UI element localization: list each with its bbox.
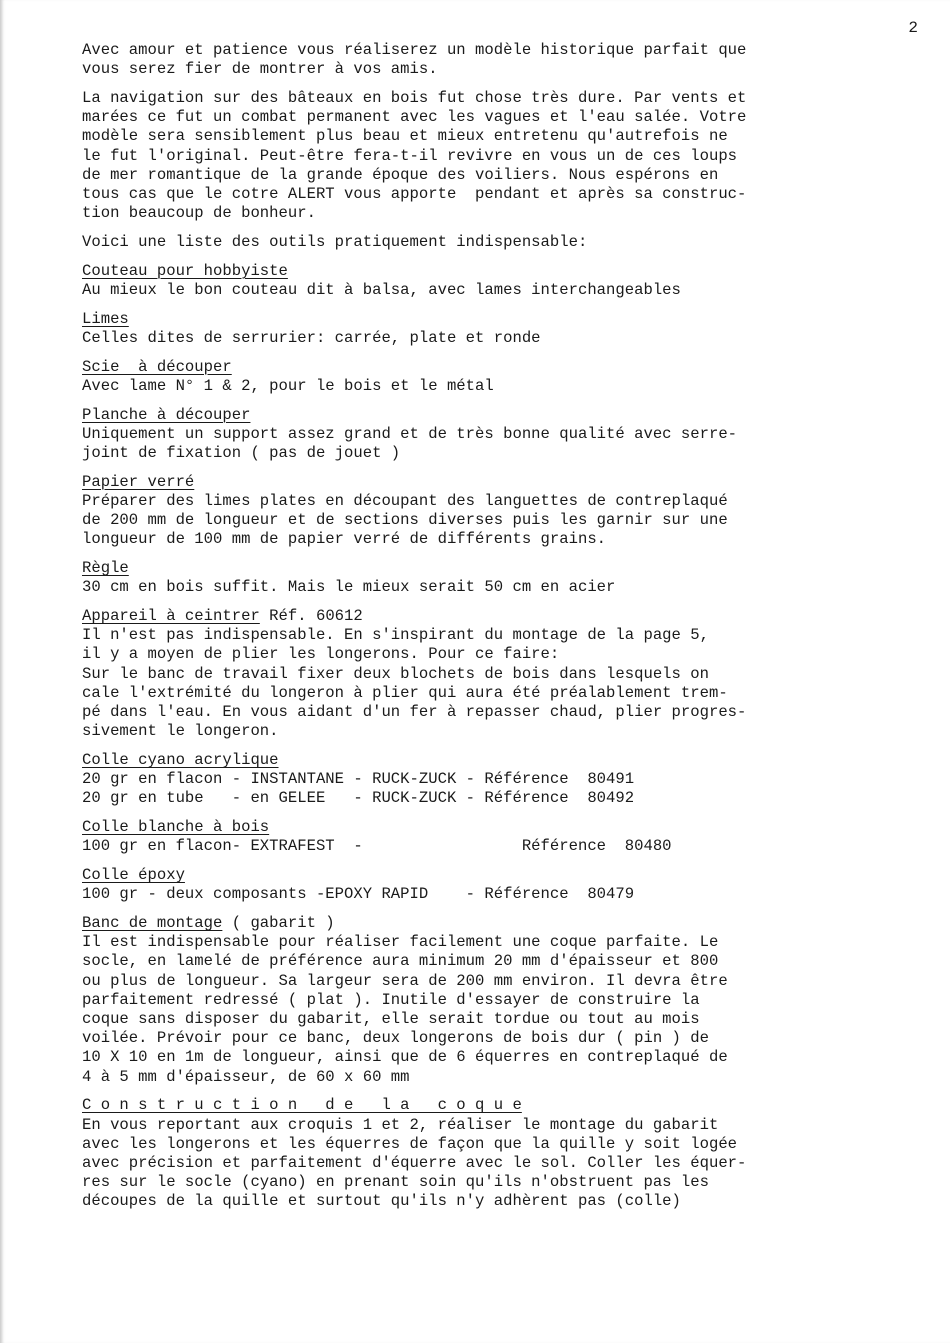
tool-line: Sur le banc de travail fixer deux blochets de bois dans lesquels on xyxy=(82,664,709,683)
page-number: 2 xyxy=(908,19,918,37)
intro-line: modèle sera sensiblement plus beau et mieux entretenu qu'autrefois ne xyxy=(82,127,728,146)
tool-line: socle, en lamelé de préférence aura minimum 20 mm d'épaisseur et 800 xyxy=(82,952,719,971)
tool-line: parfaitement redressé ( plat ). Inutile d'essayer de construire la xyxy=(82,990,700,1009)
tool-line: longueur de 100 mm de papier verré de différents grains. xyxy=(82,530,607,549)
tool-heading: Planche à découper xyxy=(82,405,251,424)
tool-line: Il est indispensable pour réaliser facilement une coque parfaite. Le xyxy=(82,933,719,952)
section-line: res sur le socle (cyano) en prenant soin qu'ils n'obstruent pas les xyxy=(82,1173,709,1192)
tool-line: Au mieux le bon couteau dit à balsa, avec lames interchangeables xyxy=(82,280,681,299)
intro-line: Voici une liste des outils pratiquement indispensable: xyxy=(82,232,588,251)
intro-line: de mer romantique de la grande époque des voiliers. Nous espérons en xyxy=(82,165,719,184)
tool-line: 100 gr en flacon- EXTRAFEST - Référence 80480 xyxy=(82,837,672,856)
tool-heading: Règle xyxy=(82,559,129,578)
tool-line: sivement le longeron. xyxy=(82,722,279,741)
tool-heading: Colle blanche à bois xyxy=(82,818,270,837)
intro-line: Avec amour et patience vous réaliserez un modèle historique parfait que xyxy=(82,41,747,59)
tool-line: cale l'extrémité du longeron à plier qui aura été préalablement trem- xyxy=(82,683,728,702)
tool-line: Avec lame N° 1 & 2, pour le bois et le métal xyxy=(82,376,494,395)
tool-heading xyxy=(82,607,912,626)
intro-line: vous serez fier de montrer à vos amis. xyxy=(82,60,438,79)
tool-heading-suffix: Réf. 60612 xyxy=(259,607,363,626)
tool-line: 30 cm en bois suffit. Mais le mieux serait 50 cm en acier xyxy=(82,578,616,597)
intro-line: le fut l'original. Peut-être fera-t-il revivre en vous un de ces loups xyxy=(82,146,738,165)
tool-line: 4 à 5 mm d'épaisseur, de 60 x 60 mm xyxy=(82,1067,410,1086)
tool-heading: Colle époxy xyxy=(82,866,185,885)
intro-line: tous cas que le cotre ALERT vous apporte pendant et après sa construc- xyxy=(82,184,747,203)
section-line: découpes de la quille et surtout qu'ils n'y adhèrent pas (colle) xyxy=(82,1192,681,1211)
tool-line: Celles dites de serrurier: carrée, plate et ronde xyxy=(82,328,541,347)
intro-line: marées ce fut un combat permanent avec les vagues et l'eau salée. Votre xyxy=(82,108,747,127)
tool-heading-suffix: ( gabarit ) xyxy=(222,914,335,933)
intro-line: tion beaucoup de bonheur. xyxy=(82,204,316,223)
tool-heading-underlined: Appareil à ceintrer xyxy=(82,607,260,626)
tool-line: Il n'est pas indispensable. En s'inspirant du montage de la page 5, xyxy=(82,626,709,645)
section-line: avec précision et parfaitement d'équerre avec le sol. Coller les équer- xyxy=(82,1153,747,1172)
section-heading: C o n s t r u c t i o n d e l a c o q u e xyxy=(82,1096,522,1115)
tool-heading xyxy=(82,914,912,933)
section-line: En vous reportant aux croquis 1 et 2, réaliser le montage du gabarit xyxy=(82,1115,719,1134)
tool-line: 20 gr en tube - en GELEE - RUCK-ZUCK - Référence 80492 xyxy=(82,789,635,808)
tool-line: 20 gr en flacon - INSTANTANE - RUCK-ZUCK - Référence 80491 xyxy=(82,770,635,789)
tool-line: Uniquement un support assez grand et de très bonne qualité avec serre- xyxy=(82,424,738,443)
document-body xyxy=(82,41,912,1211)
tool-heading: Colle cyano acrylique xyxy=(82,750,279,769)
tool-line: voilée. Prévoir pour ce banc, deux longerons de bois dur ( pin ) de xyxy=(82,1029,709,1048)
tool-line: il y a moyen de plier les longerons. Pour ce faire: xyxy=(82,645,560,664)
tool-line: pé dans l'eau. En vous aidant d'un fer à repasser chaud, plier progres- xyxy=(82,702,747,721)
tool-line: 10 X 10 en 1m de longueur, ainsi que de 6 équerres en contreplaqué de xyxy=(82,1048,728,1067)
tool-line: Préparer des limes plates en découpant des languettes de contreplaqué xyxy=(82,491,728,510)
tool-line: 100 gr - deux composants -EPOXY RAPID - Référence 80479 xyxy=(82,885,635,904)
tool-heading-underlined: Banc de montage xyxy=(82,914,223,933)
tool-line: coque sans disposer du gabarit, elle serait tordue ou tout au mois xyxy=(82,1009,700,1028)
tool-heading: Papier verré xyxy=(82,472,195,491)
tool-line: ou plus de longueur. Sa largeur sera de 200 mm environ. Il devra être xyxy=(82,971,728,990)
tool-heading: Couteau pour hobbyiste xyxy=(82,261,288,280)
tool-heading: Limes xyxy=(82,309,129,328)
section-line: avec les longerons et les équerres de façon que la quille y soit logée xyxy=(82,1134,738,1153)
intro-line: La navigation sur des bâteaux en bois fut chose très dure. Par vents et xyxy=(82,88,747,107)
tool-line: joint de fixation ( pas de jouet ) xyxy=(82,443,401,462)
tool-line: de 200 mm de longueur et de sections diverses puis les garnir sur une xyxy=(82,511,728,530)
tool-heading: Scie à découper xyxy=(82,357,232,376)
